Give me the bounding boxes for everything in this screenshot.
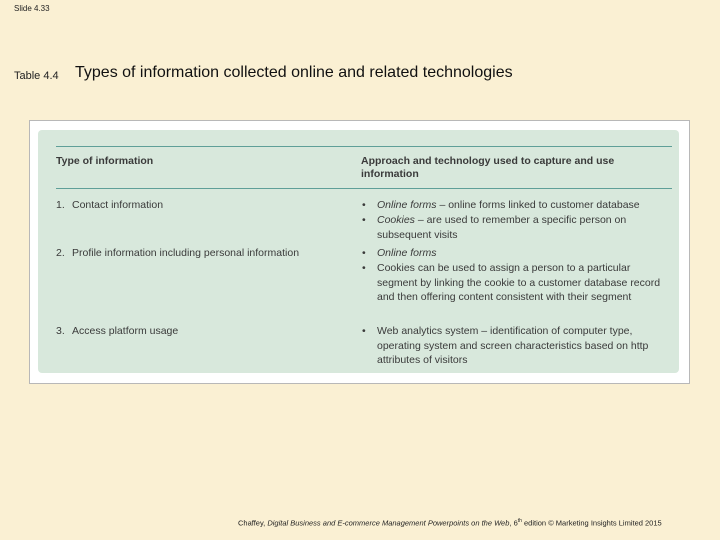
row-2-type (56, 246, 299, 261)
row-3-number: 3. (56, 325, 65, 337)
row-1-bullet-2-text: – are used to remember a specific person on subsequent visits (377, 214, 627, 241)
row-2-bullet-2-text: Cookies can be used to assign a person to a particular segment by linking the cookie to a customer database record and then offering content consistent with their segment (377, 262, 661, 304)
row-2-bullet-2 (362, 261, 667, 305)
row-3-bullet-1 (362, 324, 667, 368)
row-3-bullet-1-text: Web analytics system – identification of computer type, operating system and screen characteristics based on http attributes of visitors (377, 325, 649, 367)
row-1-bullet-1-text: – online forms linked to customer database (436, 199, 640, 211)
footer-edition: , 6 (509, 518, 518, 528)
footer-copyright: edition © Marketing Insights Limited 2015 (521, 518, 662, 528)
top-rule (56, 146, 672, 147)
row-1-bullet-2-term: Cookies (377, 214, 415, 226)
row-1-bullet-1 (362, 198, 667, 213)
slide-title: Types of information collected online and related technologies (75, 64, 513, 81)
row-1-bullet-2 (362, 213, 667, 242)
header-rule (56, 188, 672, 189)
footer-prefix: Chaffey, (238, 518, 268, 528)
header-type-of-information: Type of information (56, 155, 154, 167)
header-approach-technology: Approach and technology used to capture and use information (361, 155, 615, 180)
footer-book-title: Digital Business and E-commerce Management Powerpoints on the Web (267, 518, 510, 528)
slide-number: Slide 4.33 (14, 4, 50, 13)
table-panel (38, 130, 679, 373)
footer-edition-suffix: th (517, 518, 522, 524)
row-2-bullet-1-term: Online forms (377, 247, 437, 259)
row-1-number: 1. (56, 199, 65, 211)
row-3-type (56, 324, 178, 339)
row-1-type-label: Contact information (72, 199, 164, 211)
table-reference: Table 4.4 (14, 70, 59, 82)
row-2-bullet-1 (362, 246, 667, 261)
row-2-type-label: Profile information including personal information (72, 247, 300, 259)
row-1-bullet-1-term: Online forms (377, 199, 437, 211)
footer-citation (238, 518, 662, 528)
row-3-type-label: Access platform usage (72, 325, 179, 337)
table-frame (29, 120, 690, 384)
row-1-type (56, 198, 163, 213)
row-2-number: 2. (56, 247, 65, 259)
